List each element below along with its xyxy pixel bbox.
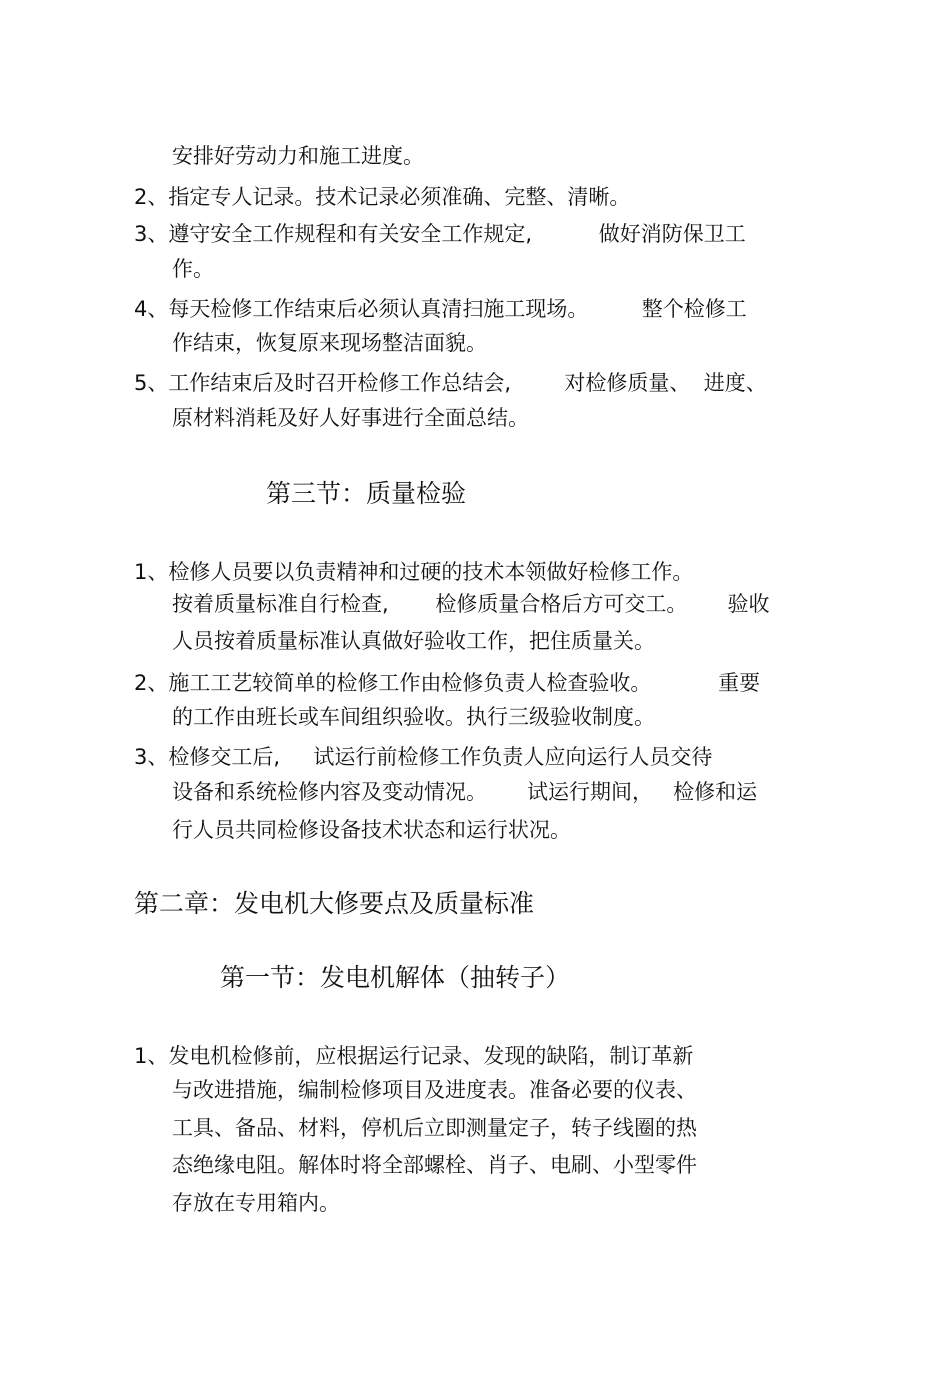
paragraph-line: 工具、备品、材料，停机后立即测量定子，转子线圈的热	[172, 1116, 697, 1140]
paragraph-line: 安排好劳动力和施工进度。	[172, 144, 424, 168]
list-item-3: 3、遵守安全工作规程和有关安全工作规定, 做好消防保卫工	[134, 222, 746, 246]
list-item-1: 1、检修人员要以负责精神和过硬的技术本领做好检修工作。	[134, 560, 694, 584]
list-item-3: 3、检修交工后, 试运行前检修工作负责人应向运行人员交待	[134, 745, 713, 769]
list-item-4: 4、每天检修工作结束后必须认真清扫施工现场。 整个检修工	[134, 297, 747, 321]
list-item-2: 2、施工工艺较简单的检修工作由检修负责人检查验收。 重要	[134, 671, 761, 695]
paragraph-line: 的工作由班长或车间组织验收。执行三级验收制度。	[172, 705, 655, 729]
list-item-2: 2、指定专人记录。技术记录必须准确、完整、清晰。	[134, 185, 631, 209]
paragraph-line: 设备和系统检修内容及变动情况。 试运行期间， 检修和运	[172, 780, 758, 804]
chapter-heading: 第二章：发电机大修要点及质量标准	[134, 889, 535, 918]
section-heading: 第一节：发电机解体（抽转子）	[220, 963, 571, 992]
paragraph-line: 态绝缘电阻。解体时将全部螺栓、肖子、电刷、小型零件	[172, 1153, 697, 1177]
paragraph-line: 按着质量标准自行检查, 检修质量合格后方可交工。 验收	[172, 592, 770, 616]
paragraph-line: 作。	[172, 257, 214, 281]
paragraph-line: 行人员共同检修设备技术状态和运行状况。	[172, 818, 571, 842]
paragraph-line: 原材料消耗及好人好事进行全面总结。	[172, 406, 529, 430]
paragraph-line: 与改进措施，编制检修项目及进度表。准备必要的仪表、	[172, 1078, 697, 1102]
list-item-5: 5、工作结束后及时召开检修工作总结会, 对检修质量、 进度、	[134, 371, 767, 395]
paragraph-line: 人员按着质量标准认真做好验收工作，把住质量关。	[172, 629, 655, 653]
section-heading: 第三节：质量检验	[266, 479, 467, 508]
paragraph-line: 作结束，恢复原来现场整洁面貌。	[172, 331, 487, 355]
list-item-1: 1、发电机检修前，应根据运行记录、发现的缺陷，制订革新	[134, 1044, 694, 1068]
paragraph-line: 存放在专用箱内。	[172, 1191, 340, 1215]
